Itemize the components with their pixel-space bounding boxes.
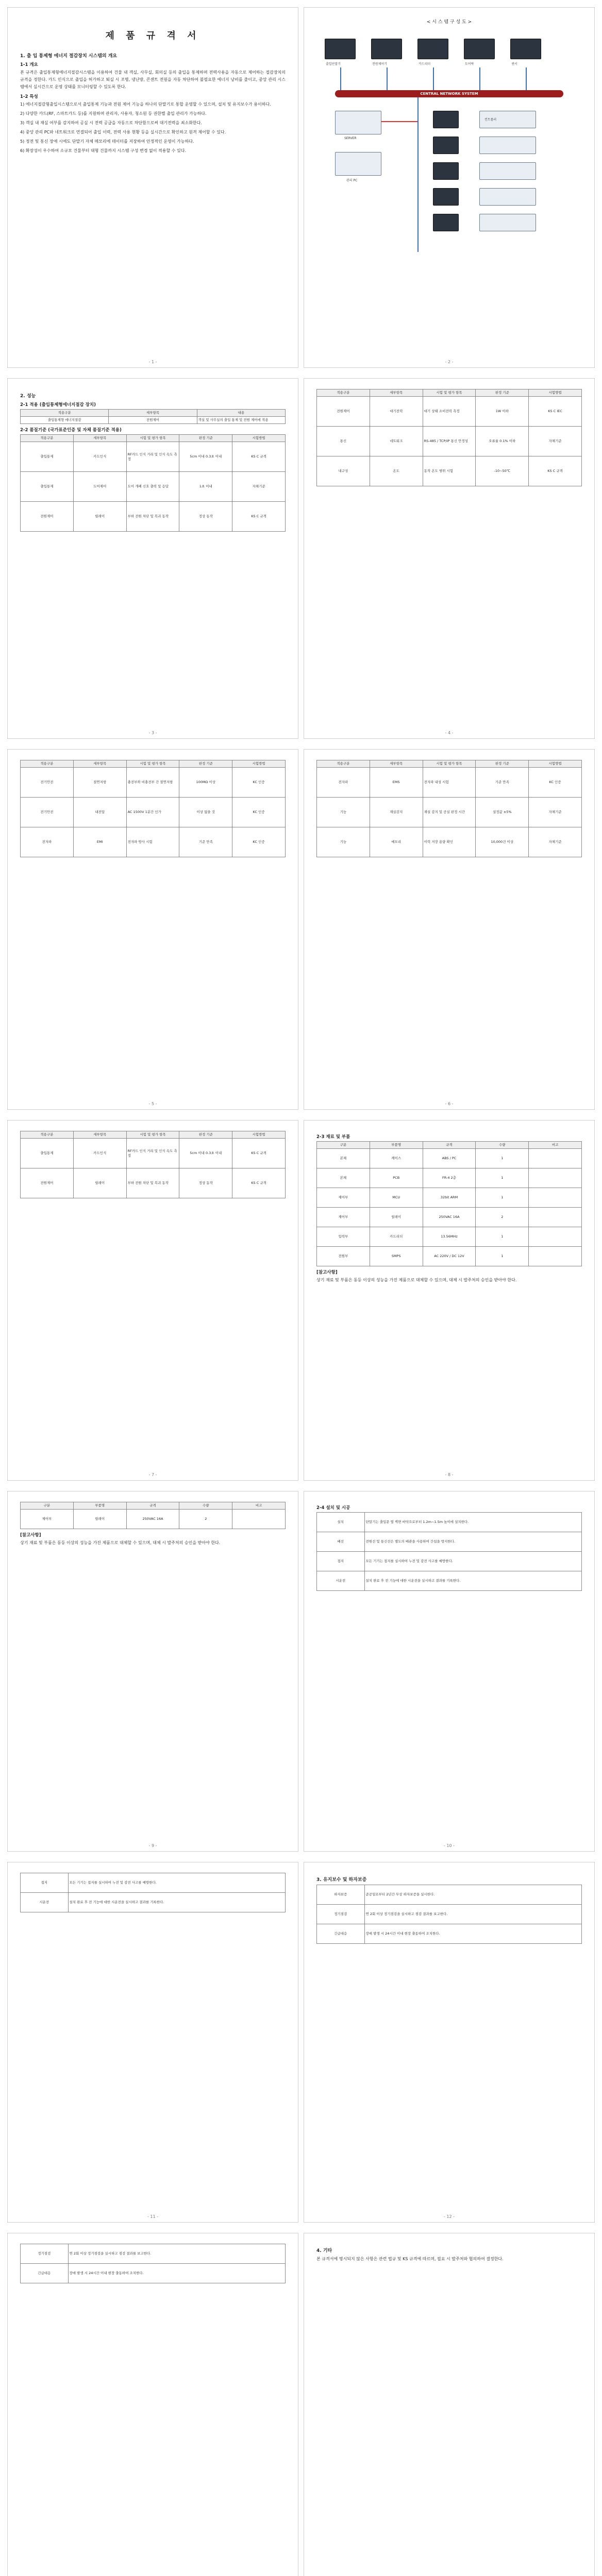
table-row — [21, 1510, 286, 1529]
module-box — [479, 137, 536, 154]
table-header: 판정 기준 — [476, 760, 529, 768]
section-1-1-heading: 1-1 개요 — [20, 62, 38, 67]
table-cell: 오류율 0.1% 이하 — [476, 427, 529, 456]
table-cell: 전자파 — [21, 827, 74, 857]
table-cell: AC 220V / DC 12V — [423, 1247, 476, 1266]
table-cell: 입력부 — [317, 1227, 370, 1247]
table-row — [317, 1571, 582, 1591]
table-header: 판정 기준 — [476, 389, 529, 397]
table-header: 세부항목 — [370, 760, 423, 768]
section-1-1-text: 본 규격은 출입통제형에너지절감시스템을 이용하여 건물 내 객실, 사무실, 회의실 등의 출입을 통제하며 전력사용을 자동으로 제어하는 절감장치의 규격을 정한다. 카드 인식으로 출입을 허가하고 퇴실 시 조명, 냉난방, 콘센트 전원을 자동 차단하여 불필요한 에너지 낭비를 줄이고, 중앙 관리 시스템에서 실시간으로 운영 상태를 모니터링할 수 있도록 한다. — [20, 70, 286, 89]
table-cell: KC 인증 — [232, 827, 286, 857]
table-header: 판정 기준 — [179, 435, 232, 442]
table-cell: 충전부와 비충전부 간 절연저항 — [126, 768, 179, 798]
section-2-1-heading: 2-1 적용 (출입통제형에너지절감 장치) — [20, 402, 96, 408]
notes-text: 상기 재료 및 부품은 동등 이상의 성능을 가진 제품으로 대체할 수 있으며, 대체 시 발주처의 승인을 받아야 한다. — [316, 1278, 517, 1282]
feature-item: 2) 다양한 카드(RF, 스마트카드 등)를 지원하며 관리자, 사용자, 청소원 등 권한별 출입 관리가 가능하다. — [20, 111, 207, 116]
table-cell: 단말기는 출입문 옆 벽면 바닥으로부터 1.2m~1.5m 높이에 설치한다. — [364, 1513, 581, 1532]
table-cell: 배선 — [317, 1532, 365, 1552]
table-cell: 전원제어 — [109, 417, 197, 424]
table-cell: KS C IEC — [529, 397, 582, 427]
notes-heading: [참고사항] — [20, 1533, 41, 1538]
table-cell: 전원제어 — [21, 1168, 74, 1198]
table-cell: 연 2회 이상 정기점검을 실시하고 점검 결과를 보고한다. — [68, 2244, 285, 2264]
table-header: 시험 및 평가 항목 — [423, 760, 476, 768]
table-cell: 모든 기기는 접지를 실시하여 누전 및 감전 사고를 예방한다. — [68, 1873, 285, 1893]
table-cell: 전원선 및 통신선은 별도의 배관을 사용하여 간섭을 방지한다. — [364, 1532, 581, 1552]
page-2 — [304, 7, 595, 368]
table-header: 적용구분 — [317, 760, 370, 768]
table-header: 시험 및 평가 항목 — [423, 389, 476, 397]
table-cell: MCU — [370, 1188, 423, 1208]
install-table — [316, 1512, 582, 1591]
table-header: 규격 — [126, 1502, 179, 1510]
table-cell: 시운전 — [317, 1571, 365, 1591]
table-row — [317, 397, 582, 427]
section-3-heading: 3. 유지보수 및 하자보증 — [316, 1877, 367, 1883]
connector-line — [417, 97, 419, 252]
device-box — [433, 137, 459, 154]
table-cell: 기능 — [317, 827, 370, 857]
materials-table — [20, 1502, 286, 1529]
table-cell: 설정값 ±5% — [476, 798, 529, 827]
table-cell: RF카드 인식 거리 및 인식 속도 측정 — [126, 442, 179, 472]
device-box — [433, 111, 459, 128]
table-row — [317, 1513, 582, 1532]
table-cell: 본체 — [317, 1168, 370, 1188]
table-cell: 접지 — [317, 1552, 365, 1571]
table-cell: 도어 개폐 신호 출력 및 응답 — [126, 472, 179, 502]
table-cell: KS C 규격 — [232, 1139, 286, 1168]
install-table — [20, 1873, 286, 1912]
table-cell: 1초 이내 — [179, 472, 232, 502]
section-1-heading: 1. 출 입 통제형 에너지 절감장치 시스템의 개요 — [20, 54, 118, 59]
table-cell: 메모리 — [370, 827, 423, 857]
table-header: 규격 — [423, 1142, 476, 1149]
table-cell: 동작 온도 범위 시험 — [423, 456, 476, 486]
table-row — [317, 1924, 582, 1944]
table-cell: EMI — [73, 827, 126, 857]
table-header: 부품명 — [370, 1142, 423, 1149]
table-cell: 1 — [476, 1168, 529, 1188]
table-cell: 2 — [476, 1208, 529, 1227]
table-cell: 재실 감지 및 공실 판정 시간 — [423, 798, 476, 827]
table-cell: AC 1500V 1분간 인가 — [126, 798, 179, 827]
table-cell: KS C 규격 — [529, 456, 582, 486]
table-cell: 출입통제 — [21, 1139, 74, 1168]
table-row — [21, 1139, 286, 1168]
feature-item: 1) 에너지절감형출입시스템으로서 출입통제 기능과 전원 제어 기능을 하나의 단말기로 통합 운영할 수 있으며, 설치 및 유지보수가 용이하다. — [20, 102, 271, 107]
diagram-label: 컨트롤러 — [484, 118, 497, 122]
table-row — [21, 798, 286, 827]
page-number: - 1 - — [148, 360, 157, 364]
module-box — [479, 162, 536, 180]
table-cell: 카드인식 — [73, 1139, 126, 1168]
table-header: 시험방법 — [232, 435, 286, 442]
table-cell: 부하 전원 차단 및 복귀 동작 — [126, 502, 179, 532]
table-cell: ABS / PC — [423, 1149, 476, 1168]
table-cell: 출입통제 — [21, 442, 74, 472]
table-cell: 준공일로부터 2년간 무상 하자보증을 실시한다. — [364, 1885, 581, 1905]
table-row — [21, 1893, 286, 1912]
table-cell: 내구성 — [317, 456, 370, 486]
table-cell: 전자파 방사 시험 — [126, 827, 179, 857]
section-2-3-heading: 2-3 재료 및 부품 — [316, 1134, 350, 1140]
table-header: 비고 — [529, 1142, 582, 1149]
table-header: 수량 — [179, 1502, 232, 1510]
warranty-table — [20, 2244, 286, 2283]
connector-line — [340, 67, 341, 90]
table-row — [317, 1227, 582, 1247]
table-row — [21, 502, 286, 532]
table-row — [21, 1168, 286, 1198]
table-header: 세부항목 — [73, 1131, 126, 1139]
table-cell: 제어부 — [317, 1188, 370, 1208]
table-cell: 설치 완료 후 전 기능에 대한 시운전을 실시하고 결과를 기록한다. — [364, 1571, 581, 1591]
device-box — [433, 214, 459, 231]
table-cell: 자체기준 — [529, 827, 582, 857]
table-cell: 네트워크 — [370, 427, 423, 456]
table-cell: 시운전 — [21, 1893, 69, 1912]
table-row — [21, 472, 286, 502]
section-2-2-heading: 2-2 품질기준 (국가표준인증 및 자체 품질기준 적용) — [20, 428, 122, 433]
table-header: 구분 — [317, 1142, 370, 1149]
section-2-4-heading: 2-4 설치 및 시공 — [316, 1505, 350, 1511]
table-cell: 출입통제 — [21, 472, 74, 502]
page-4 — [304, 378, 595, 739]
table-row — [21, 2244, 286, 2264]
table-row — [21, 2264, 286, 2283]
page-1 — [7, 7, 298, 368]
table-cell: 제어부 — [317, 1208, 370, 1227]
table-row — [317, 1552, 582, 1571]
table-header: 적용구분 — [21, 760, 74, 768]
table-header: 세부항목 — [109, 410, 197, 417]
connector-line — [381, 121, 417, 122]
table-row — [317, 427, 582, 456]
table-row — [317, 1905, 582, 1924]
table-cell: 10,000건 이상 — [476, 827, 529, 857]
module-box — [479, 188, 536, 206]
table-header: 시험 및 평가 항목 — [126, 760, 179, 768]
table-cell: 자체기준 — [232, 472, 286, 502]
table-header: 시험 및 평가 항목 — [126, 1131, 179, 1139]
table-header: 세부항목 — [370, 389, 423, 397]
table-row — [317, 1247, 582, 1266]
page-10 — [304, 1491, 595, 1852]
table-cell: PCB — [370, 1168, 423, 1188]
table-cell: KC 인증 — [529, 768, 582, 798]
table-header: 비고 — [232, 1502, 286, 1510]
table-row — [317, 1532, 582, 1552]
system-diagram — [314, 18, 584, 265]
device-box — [464, 39, 495, 59]
table-cell: 기능 — [317, 798, 370, 827]
device-box — [325, 39, 356, 59]
table-cell: 부하 전원 차단 및 복귀 동작 — [126, 1168, 179, 1198]
table-cell: 카드리더 — [370, 1227, 423, 1247]
section-4-text: 본 규격서에 명시되지 않은 사항은 관련 법규 및 KS 규격에 따르며, 필요 시 발주처와 협의하여 결정한다. — [316, 2257, 504, 2261]
section-4-heading: 4. 기타 — [316, 2248, 332, 2253]
table-cell: 설치 — [317, 1513, 365, 1532]
connector-line — [433, 67, 434, 90]
table-cell: 객실 및 사무실의 출입 통제 및 전원 제어에 적용 — [197, 417, 285, 424]
page-number: - 7 - — [148, 1472, 157, 1477]
table-cell: 긴급대응 — [21, 2264, 69, 2283]
connector-line — [479, 67, 480, 90]
table-row — [317, 1885, 582, 1905]
table-header: 시험 및 평가 항목 — [126, 435, 179, 442]
apply-table — [20, 409, 286, 424]
diagram-title: < 시 스 템 구 성 도 > — [426, 20, 472, 25]
table-header: 시험방법 — [232, 1131, 286, 1139]
table-header: 구분 — [21, 1502, 74, 1510]
table-cell: 릴레이 — [73, 502, 126, 532]
table-cell: 이력 저장 용량 확인 — [423, 827, 476, 857]
page-number: - 9 - — [148, 1843, 157, 1848]
table-cell: 13.56MHz — [423, 1227, 476, 1247]
table-header: 수량 — [476, 1142, 529, 1149]
page-number: - 10 - — [443, 1843, 455, 1848]
table-cell: 250VAC 16A — [423, 1208, 476, 1227]
page-number: - 12 - — [443, 2214, 455, 2219]
device-box — [433, 162, 459, 180]
table-row — [317, 768, 582, 798]
table-row — [317, 827, 582, 857]
feature-item: 3) 객실 내 재실 여부를 감지하여 공실 시 전력 공급을 자동으로 차단함으로써 대기전력을 최소화한다. — [20, 121, 202, 125]
table-header: 적용구분 — [21, 410, 109, 417]
table-cell — [529, 1149, 582, 1168]
page-number: - 6 - — [445, 1101, 454, 1106]
page-9 — [7, 1491, 298, 1852]
feature-item: 6) 확장성이 우수하여 소규모 건물부터 대형 건물까지 시스템 구성 변경 없이 적용할 수 있다. — [20, 148, 187, 153]
table-header: 시험방법 — [529, 760, 582, 768]
warranty-table — [316, 1885, 582, 1944]
table-header: 판정 기준 — [179, 1131, 232, 1139]
connector-line — [387, 67, 388, 90]
connector-line — [526, 67, 527, 90]
page-3 — [7, 378, 298, 739]
page-number: - 3 - — [148, 731, 157, 735]
table-cell: 5cm 이내 0.3초 이내 — [179, 1139, 232, 1168]
network-bus: CENTRAL NETWORK SYSTEM — [335, 90, 563, 97]
table-row — [317, 1168, 582, 1188]
pc-box — [335, 152, 381, 176]
page-7 — [7, 1120, 298, 1481]
table-cell: 재실감지 — [370, 798, 423, 827]
table-header: 세부항목 — [73, 760, 126, 768]
page-11 — [7, 1862, 298, 2223]
table-header: 세부항목 — [73, 435, 126, 442]
table-cell: 전기안전 — [21, 768, 74, 798]
table-cell: KC 인증 — [232, 798, 286, 827]
table-cell: 출입통제형 에너지절감 — [21, 417, 109, 424]
table-cell — [529, 1168, 582, 1188]
diagram-label: 센서 — [511, 62, 517, 66]
notes-text: 상기 재료 및 부품은 동등 이상의 성능을 가진 제품으로 대체할 수 있으며, 대체 시 발주처의 승인을 받아야 한다. — [20, 1540, 221, 1545]
table-cell: 정기점검 — [21, 2244, 69, 2264]
table-cell — [529, 1208, 582, 1227]
diagram-label: 전원제어기 — [372, 62, 387, 66]
table-cell: 전원부 — [317, 1247, 370, 1266]
table-header: 적용구분 — [21, 1131, 74, 1139]
diagram-label: 관리 PC — [346, 179, 358, 182]
table-cell: 자체기준 — [529, 427, 582, 456]
table-cell: 접지 — [21, 1873, 69, 1893]
diagram-label: 도어락 — [465, 62, 474, 66]
device-box — [510, 39, 541, 59]
table-cell — [529, 1188, 582, 1208]
page-12 — [304, 1862, 595, 2223]
table-cell: RS-485 / TCP/IP 통신 안정성 — [423, 427, 476, 456]
table-cell: RF카드 인식 거리 및 인식 속도 측정 — [126, 1139, 179, 1168]
server-box — [335, 111, 381, 134]
table-header: 적용구분 — [21, 435, 74, 442]
table-cell: 1 — [476, 1188, 529, 1208]
table-row — [317, 1149, 582, 1168]
quality-table — [20, 1131, 286, 1198]
table-cell: 하자보증 — [317, 1885, 365, 1905]
table-cell: 250VAC 16A — [126, 1510, 179, 1529]
diagram-label: SERVER — [344, 137, 357, 140]
table-cell — [529, 1247, 582, 1266]
table-cell: 이상 없을 것 — [179, 798, 232, 827]
table-cell: 정기점검 — [317, 1905, 365, 1924]
table-cell: KC 인증 — [232, 768, 286, 798]
page-number: - 2 - — [445, 360, 454, 364]
section-1-2-heading: 1-2 특성 — [20, 94, 38, 99]
quality-table — [20, 434, 286, 532]
section-2-heading: 2. 성능 — [20, 394, 36, 399]
table-cell: 릴레이 — [73, 1510, 126, 1529]
table-cell: 내전압 — [73, 798, 126, 827]
document-title: 제 품 규 격 서 — [105, 30, 200, 41]
table-cell: 온도 — [370, 456, 423, 486]
table-cell: KS C 규격 — [232, 1168, 286, 1198]
table-cell: 1 — [476, 1247, 529, 1266]
table-row — [317, 1208, 582, 1227]
table-row — [21, 442, 286, 472]
table-cell: 기준 만족 — [179, 827, 232, 857]
table-cell: 도어제어 — [73, 472, 126, 502]
table-row — [21, 827, 286, 857]
table-cell: 설치 완료 후 전 기능에 대한 시운전을 실시하고 결과를 기록한다. — [68, 1893, 285, 1912]
feature-item: 5) 정전 및 통신 장애 시에도 단말기 자체 메모리에 데이터를 저장하여 안정적인 운영이 가능하다. — [20, 139, 194, 144]
table-header: 적용구분 — [317, 389, 370, 397]
diagram-label: 출입단말기 — [326, 62, 341, 66]
table-cell: 기준 만족 — [476, 768, 529, 798]
table-row — [317, 456, 582, 486]
table-cell: 장애 발생 시 24시간 이내 현장 출동하여 조치한다. — [364, 1924, 581, 1944]
page-13 — [7, 2233, 298, 2576]
table-header: 시험방법 — [232, 760, 286, 768]
table-cell: 모든 기기는 접지를 실시하여 누전 및 감전 사고를 예방한다. — [364, 1552, 581, 1571]
table-cell: EMS — [370, 768, 423, 798]
table-cell: 전자파 내성 시험 — [423, 768, 476, 798]
table-header: 부품명 — [73, 1502, 126, 1510]
table-cell: SMPS — [370, 1247, 423, 1266]
diagram-label: 카드리더 — [419, 62, 431, 66]
module-box — [479, 214, 536, 231]
table-cell: 정상 동작 — [179, 502, 232, 532]
table-cell: 긴급대응 — [317, 1924, 365, 1944]
device-box — [433, 188, 459, 206]
page-number: - 5 - — [148, 1101, 157, 1106]
table-header: 내용 — [197, 410, 285, 417]
table-cell: 본체 — [317, 1149, 370, 1168]
quality-table — [20, 760, 286, 857]
table-cell: 카드인식 — [73, 442, 126, 472]
table-cell: 전원제어 — [317, 397, 370, 427]
table-header: 시험방법 — [529, 389, 582, 397]
table-cell: 자체기준 — [529, 798, 582, 827]
page-number: - 8 - — [445, 1472, 454, 1477]
table-cell: 통신 — [317, 427, 370, 456]
table-cell: 릴레이 — [73, 1168, 126, 1198]
table-cell: 1 — [476, 1149, 529, 1168]
feature-item: 4) 중앙 관리 PC와 네트워크로 연결되어 출입 이력, 전력 사용 현황 등을 실시간으로 확인하고 원격 제어할 수 있다. — [20, 130, 226, 134]
table-cell: 2 — [179, 1510, 232, 1529]
device-box — [371, 39, 402, 59]
table-cell: 연 2회 이상 정기점검을 실시하고 점검 결과를 보고한다. — [364, 1905, 581, 1924]
table-cell — [529, 1227, 582, 1247]
page-number: - 11 - — [147, 2214, 159, 2219]
table-cell: 전원제어 — [21, 502, 74, 532]
table-cell: 1 — [476, 1227, 529, 1247]
table-header: 판정 기준 — [179, 760, 232, 768]
materials-table — [316, 1141, 582, 1266]
table-row — [317, 798, 582, 827]
table-cell: FR-4 2층 — [423, 1168, 476, 1188]
table-cell: 전기안전 — [21, 798, 74, 827]
table-row — [317, 1188, 582, 1208]
table-cell: KS C 규격 — [232, 442, 286, 472]
table-cell: 제어부 — [21, 1510, 74, 1529]
device-box — [417, 39, 448, 59]
table-cell: 32bit ARM — [423, 1188, 476, 1208]
page-8 — [304, 1120, 595, 1481]
table-cell: 100MΩ 이상 — [179, 768, 232, 798]
table-cell: 1W 이하 — [476, 397, 529, 427]
table-cell: 케이스 — [370, 1149, 423, 1168]
table-cell: 전자파 — [317, 768, 370, 798]
table-cell: KS C 규격 — [232, 502, 286, 532]
page-14 — [304, 2233, 595, 2576]
table-cell: 대기 상태 소비전력 측정 — [423, 397, 476, 427]
table-cell: 절연저항 — [73, 768, 126, 798]
table-cell: 릴레이 — [370, 1208, 423, 1227]
page-5 — [7, 749, 298, 1110]
table-row — [21, 768, 286, 798]
table-cell: 정상 동작 — [179, 1168, 232, 1198]
table-cell: 대기전력 — [370, 397, 423, 427]
notes-heading: [참고사항] — [316, 1270, 338, 1275]
table-cell: -10~50℃ — [476, 456, 529, 486]
quality-table — [316, 760, 582, 857]
quality-table — [316, 389, 582, 486]
table-row — [21, 1873, 286, 1893]
page-number: - 4 - — [445, 731, 454, 735]
table-cell — [232, 1510, 286, 1529]
page-6 — [304, 749, 595, 1110]
table-cell: 5cm 이내 0.3초 이내 — [179, 442, 232, 472]
table-cell: 장애 발생 시 24시간 이내 현장 출동하여 조치한다. — [68, 2264, 285, 2283]
